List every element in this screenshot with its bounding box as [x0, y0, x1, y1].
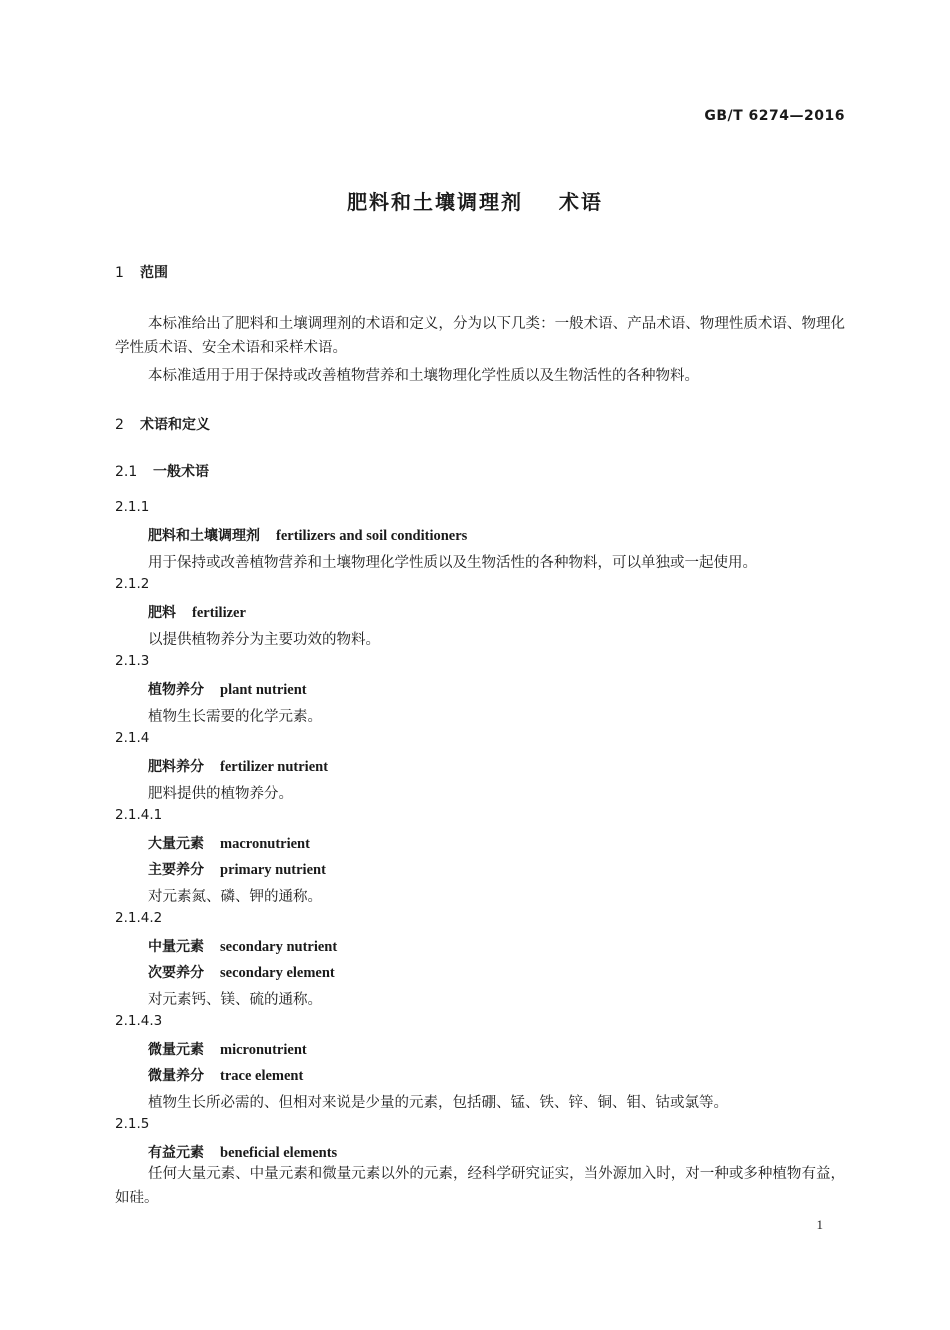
term-name [148, 756, 328, 776]
term-zh: 次要养分 [148, 965, 204, 981]
term-zh: 中量元素 [148, 939, 204, 955]
term-zh: 植物养分 [148, 682, 204, 698]
term-number: 2.1.2 [115, 576, 150, 592]
term-en: micronutrient [220, 1042, 307, 1058]
section-title: 一般术语 [153, 464, 209, 480]
term-en: secondary nutrient [220, 939, 338, 955]
term-en: plant nutrient [220, 682, 307, 698]
term-name [148, 602, 246, 622]
term-definition: 对元素氮、磷、钾的通称。 [148, 889, 322, 905]
term-definition: 以提供植物养分为主要功效的物料。 [148, 632, 380, 648]
term-definition: 植物生长需要的化学元素。 [148, 709, 322, 725]
term-name [148, 525, 467, 545]
document-title: 肥料和土壤调理剂 术语 [347, 190, 603, 214]
term-zh: 微量养分 [148, 1068, 204, 1084]
section-title: 范围 [140, 265, 168, 281]
term-name [148, 936, 337, 956]
term-number: 2.1.4.3 [115, 1013, 163, 1029]
term-zh: 肥料 [148, 605, 176, 621]
page-number: 1 [816, 1217, 823, 1232]
section-number: 2 [115, 417, 124, 433]
section-number: 2.1 [115, 464, 138, 480]
term-en: macronutrient [220, 836, 310, 852]
term-en: beneficial elements [220, 1145, 338, 1161]
section-2-1-heading [115, 461, 209, 481]
term-number: 2.1.4 [115, 730, 150, 746]
section-title: 术语和定义 [140, 417, 210, 433]
term-number: 2.1.4.1 [115, 807, 163, 823]
term-definition: 植物生长所必需的、但相对来说是少量的元素，包括硼、锰、铁、锌、铜、钼、钴或氯等。 [148, 1095, 728, 1111]
standard-code: GB/T 6274—2016 [704, 108, 845, 124]
term-synonym [148, 1065, 303, 1085]
term-en: secondary element [220, 965, 335, 981]
term-en: trace element [220, 1068, 304, 1084]
term-en: primary nutrient [220, 862, 326, 878]
term-zh: 有益元素 [148, 1145, 204, 1161]
term-en: fertilizer nutrient [220, 759, 329, 775]
term-name [148, 679, 307, 699]
term-definition: 用于保持或改善植物营养和土壤物理化学性质以及生物活性的各种物料，可以单独或一起使用。 [148, 555, 757, 571]
scope-paragraph-2: 本标准适用于用于保持或改善植物营养和土壤物理化学性质以及生物活性的各种物料。 [148, 368, 699, 384]
term-zh: 肥料和土壤调理剂 [148, 528, 260, 544]
term-zh: 大量元素 [148, 836, 204, 852]
term-en: fertilizer [192, 605, 246, 621]
term-number: 2.1.4.2 [115, 910, 163, 926]
term-number: 2.1.1 [115, 499, 150, 515]
term-definition: 任何大量元素、中量元素和微量元素以外的元素，经科学研究证实，当外源加入时，对一种或多种植物有益，如硅。 [115, 1166, 845, 1206]
term-name [148, 1039, 307, 1059]
term-zh: 微量元素 [148, 1042, 204, 1058]
term-zh: 主要养分 [148, 862, 204, 878]
section-number: 1 [115, 265, 124, 281]
term-number: 2.1.3 [115, 653, 150, 669]
term-zh: 肥料养分 [148, 759, 204, 775]
term-number: 2.1.5 [115, 1116, 150, 1132]
section-2-heading [115, 414, 210, 434]
term-definition: 肥料提供的植物养分。 [148, 786, 293, 802]
scope-paragraph-1: 本标准给出了肥料和土壤调理剂的术语和定义，分为以下几类：一般术语、产品术语、物理性质术语、物理化学性质术语、安全术语和采样术语。 [115, 316, 845, 356]
term-en: fertilizers and soil conditioners [276, 528, 468, 544]
term-synonym [148, 962, 335, 982]
term-synonym [148, 859, 326, 879]
section-1-heading [115, 262, 168, 282]
term-definition: 对元素钙、镁、硫的通称。 [148, 992, 322, 1008]
term-name [148, 833, 310, 853]
term-name [148, 1142, 337, 1162]
